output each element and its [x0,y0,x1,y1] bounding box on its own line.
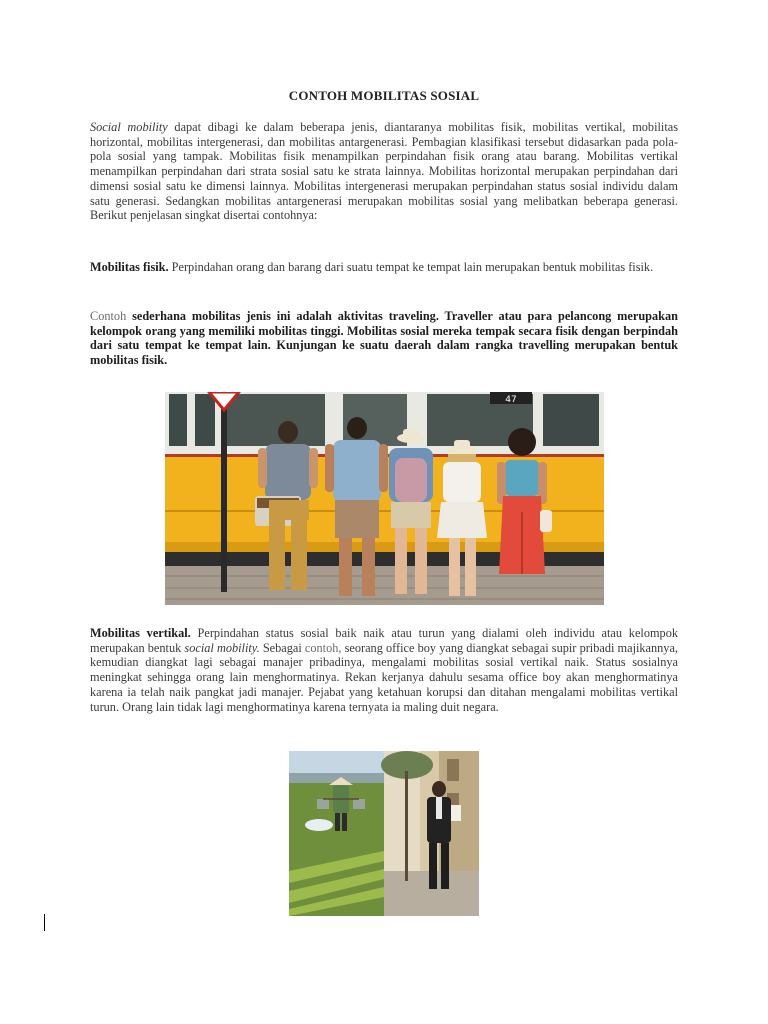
businessman-image [381,751,479,916]
document-title: CONTOH MOBILITAS SOSIAL [288,88,480,103]
farmer-businessman-photo [289,751,479,916]
mobilitas-vertikal-heading: Mobilitas vertikal. [90,626,191,640]
mobilitas-fisik-text: Perpindahan orang dan barang dari suatu tempat ke tempat lain merupakan bentuk mobilitas fisik. [168,260,654,274]
vertikal-text-b: Sebagai [259,640,305,655]
contoh-fisik-text: sederhana mobilitas jenis ini adalah aktivitas traveling. Traveller atau para pelancong merupakan kelompok orang yang memiliki mobilitas tinggi. Mobilitas sosial mereka tempak secara fisik dengan berpindah dari satu tempat ke tempat lain. Kunjungan ke suatu daerah dalam rangka travelling merupakan bentuk mobilitas fisik. [90,309,678,368]
vertikal-text-a: Perpindahan status sosial baik naik atau turun yang dialami oleh individu atau kelompok merupakan bentuk [90,626,678,655]
vertikal-contoh-word: contoh, [304,640,342,655]
contoh-fisik-paragraph [90,309,678,368]
intro-paragraph [90,120,678,223]
social-mobility-term: Social mobility [90,120,168,134]
mobilitas-fisik-heading: Mobilitas fisik. [90,260,169,274]
mobilitas-vertikal-paragraph [90,626,678,714]
intro-text: dapat dibagi ke dalam beberapa jenis, diantaranya mobilitas fisik, mobilitas vertikal, mobilitas horizontal, mobilitas intergenerasi, dan mobilitas antargenerasi. Pembagian klasifikasi tersebut didasarkan pada pola-pola sosial yang tampak. Mobilitas fisik menampilkan perpindahan fisik orang atau barang. Mobilitas vertikal menampilkan perpindahan dari strata sosial satu ke strata lainnya. Mobilitas horizontal merupakan perpindahan dari dimensi sosial satu ke dimensi lainnya. Mobilitas intergenerasi merupakan perpindahan status sosial individu dalam satu generasi. Sedangkan mobilitas antargenerasi merupakan mobilitas sosial yang melibatkan beberapa generasi. Berikut penjelasan singkat disertai contohnya: [90,120,678,223]
vertikal-text-c: seorang office boy yang diangkat sebagai supir pribadi majikannya, kemudian diangkat lagi sebagai manajer pribadinya, mengalami mobilitas sosial vertikal naik. Status sosialnya meningkat sehingga orang lain menghormatinya. Rekan kerjanya dahulu sesama office boy akan menghormatinya karena ia telah naik pangkat jadi manajer. Pejabat yang ketahuan korupsi dan ditahan mengalami mobilitas vertikal turun. Orang lain tidak lagi menghormatinya karena ternyata ia maling duit negara. [90,640,678,714]
mobilitas-fisik-paragraph [90,260,678,275]
travellers-tram-photo [165,392,604,605]
social-mobility-inline-term: social mobility. [184,640,260,655]
tram-number: 47 [505,395,517,405]
text-cursor [44,914,45,931]
farmer-image [289,751,384,916]
contoh-fisik-lead: Contoh [90,309,127,323]
